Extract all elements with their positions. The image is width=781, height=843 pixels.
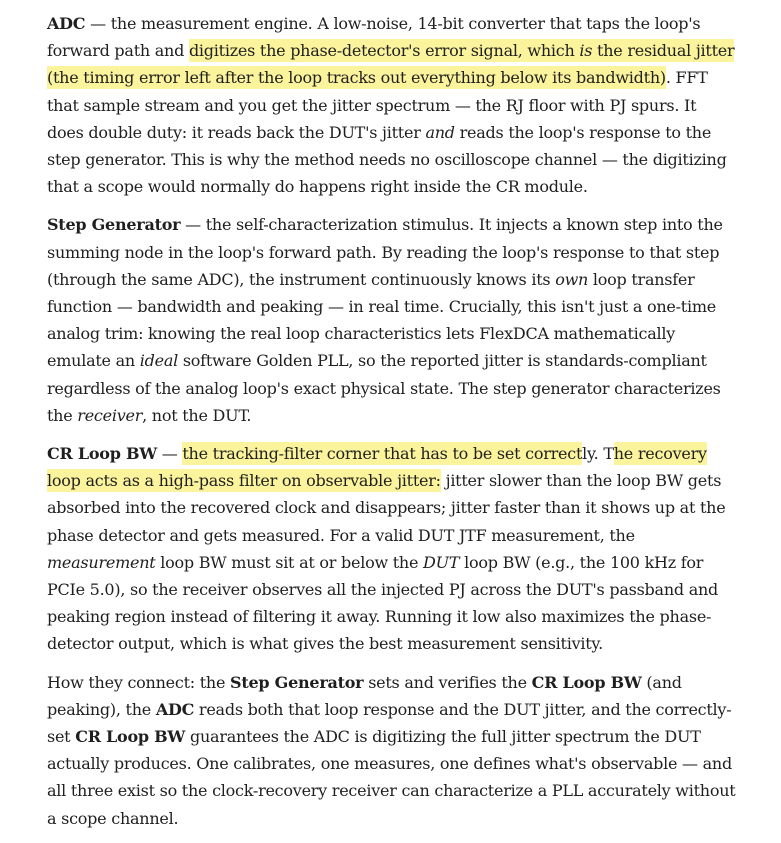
summary-bold-step-generator: Step Generator: [230, 672, 364, 692]
summary-text-1: How they connect: the: [47, 672, 231, 692]
step-text-2: loop transfer function — bandwidth and peaking — in real time. Crucially, this isn't just a one-time analog trim: knowing the real loop characteristics lets FlexDCA mathematically emulate an: [47, 269, 716, 371]
step-emphasis-ideal: ideal: [139, 351, 178, 371]
adc-text-1: — the measurement engine. A low-noise, 14-bit converter that taps the loop's forward path and: [47, 14, 701, 61]
crloop-text-3: jitter slower than the loop BW gets absorbed into the recovered clock and disappears; jitter faster than it shows up at the phase detector and gets measured. For a valid DUT JTF measurement, the: [47, 471, 726, 545]
paragraph-summary: [47, 669, 737, 832]
paragraph-step-generator: [47, 211, 737, 429]
adc-highlight-text-2: the residual jitter (the timing error left after the loop tracks out everything below its bandwidth): [47, 41, 735, 88]
crloop-text-2: ly. T: [582, 444, 614, 464]
term-cr-loop-bw: CR Loop BW: [47, 444, 157, 464]
summary-bold-cr-loop-bw: CR Loop BW: [531, 672, 642, 692]
adc-highlight-text-1: digitizes the phase-detector's error signal, which: [188, 41, 580, 61]
summary-text-2: sets and verifies the: [363, 672, 532, 692]
step-text-1: — the self-characterization stimulus. It injects a known step into the summing node in the loop's forward path. By reading the loop's response to that step (through the same ADC), the instrument continuously knows its: [47, 215, 723, 289]
summary-text-3: (and peaking), the: [47, 672, 682, 719]
term-adc: ADC: [47, 14, 86, 33]
document-body: [47, 10, 737, 843]
crloop-text-4: loop BW must sit at or below the: [155, 552, 424, 572]
step-text-4: , not the DUT.: [142, 405, 252, 425]
crloop-emphasis-dut: DUT: [423, 552, 460, 572]
crloop-highlight-1: the tracking-filter corner that has to be set correct: [182, 444, 583, 464]
adc-text-3: reads the loop's response to the step generator. This is why the method needs no oscilloscope channel — the digitizing that a scope would normally do happens right inside the CR module.: [47, 122, 727, 197]
step-emphasis-receiver: receiver: [77, 405, 143, 425]
adc-text-2: . FFT that sample stream and you get the jitter spectrum — the RJ floor with PJ spurs. It does double duty: it reads back the DUT's jitter: [47, 68, 708, 142]
summary-text-5: guarantees the ADC is digitizing the full jitter spectrum the DUT actually produces. One calibrates, one measures, one defines what's observable — and all three exist so the clock-recovery receiver can characterize a PLL accurately without a scope channel.: [47, 727, 736, 828]
summary-bold-adc: ADC: [155, 699, 195, 719]
step-emphasis-own: own: [555, 269, 589, 289]
adc-highlight-emphasis: is: [579, 41, 593, 61]
summary-bold-cr-loop-bw-2: CR Loop BW: [75, 727, 186, 747]
paragraph-adc: [47, 10, 737, 200]
step-text-3: software Golden PLL, so the reported jitter is standards-compliant regardless of the analog loop's exact physical state. The step generator characterizes the: [47, 351, 721, 425]
crloop-emphasis-measurement: measurement: [47, 552, 156, 572]
crloop-text-5: loop BW (e.g., the 100 kHz for PCIe 5.0), so the receiver observes all the injected PJ across the DUT's passband and peaking region instead of filtering it away. Running it low also maximizes the phase-detector output, which is what gives the best measurement sensitivity.: [47, 552, 719, 654]
adc-emphasis-and: and: [425, 122, 455, 142]
term-step-generator: Step Generator: [47, 215, 181, 235]
crloop-text-1: —: [156, 444, 183, 464]
crloop-highlight-2: he recovery loop acts as a high-pass filter on observable jitter:: [47, 444, 707, 491]
paragraph-cr-loop-bw: [47, 440, 737, 658]
summary-text-4: reads both that loop response and the DUT jitter, and the correctly-set: [47, 699, 732, 747]
